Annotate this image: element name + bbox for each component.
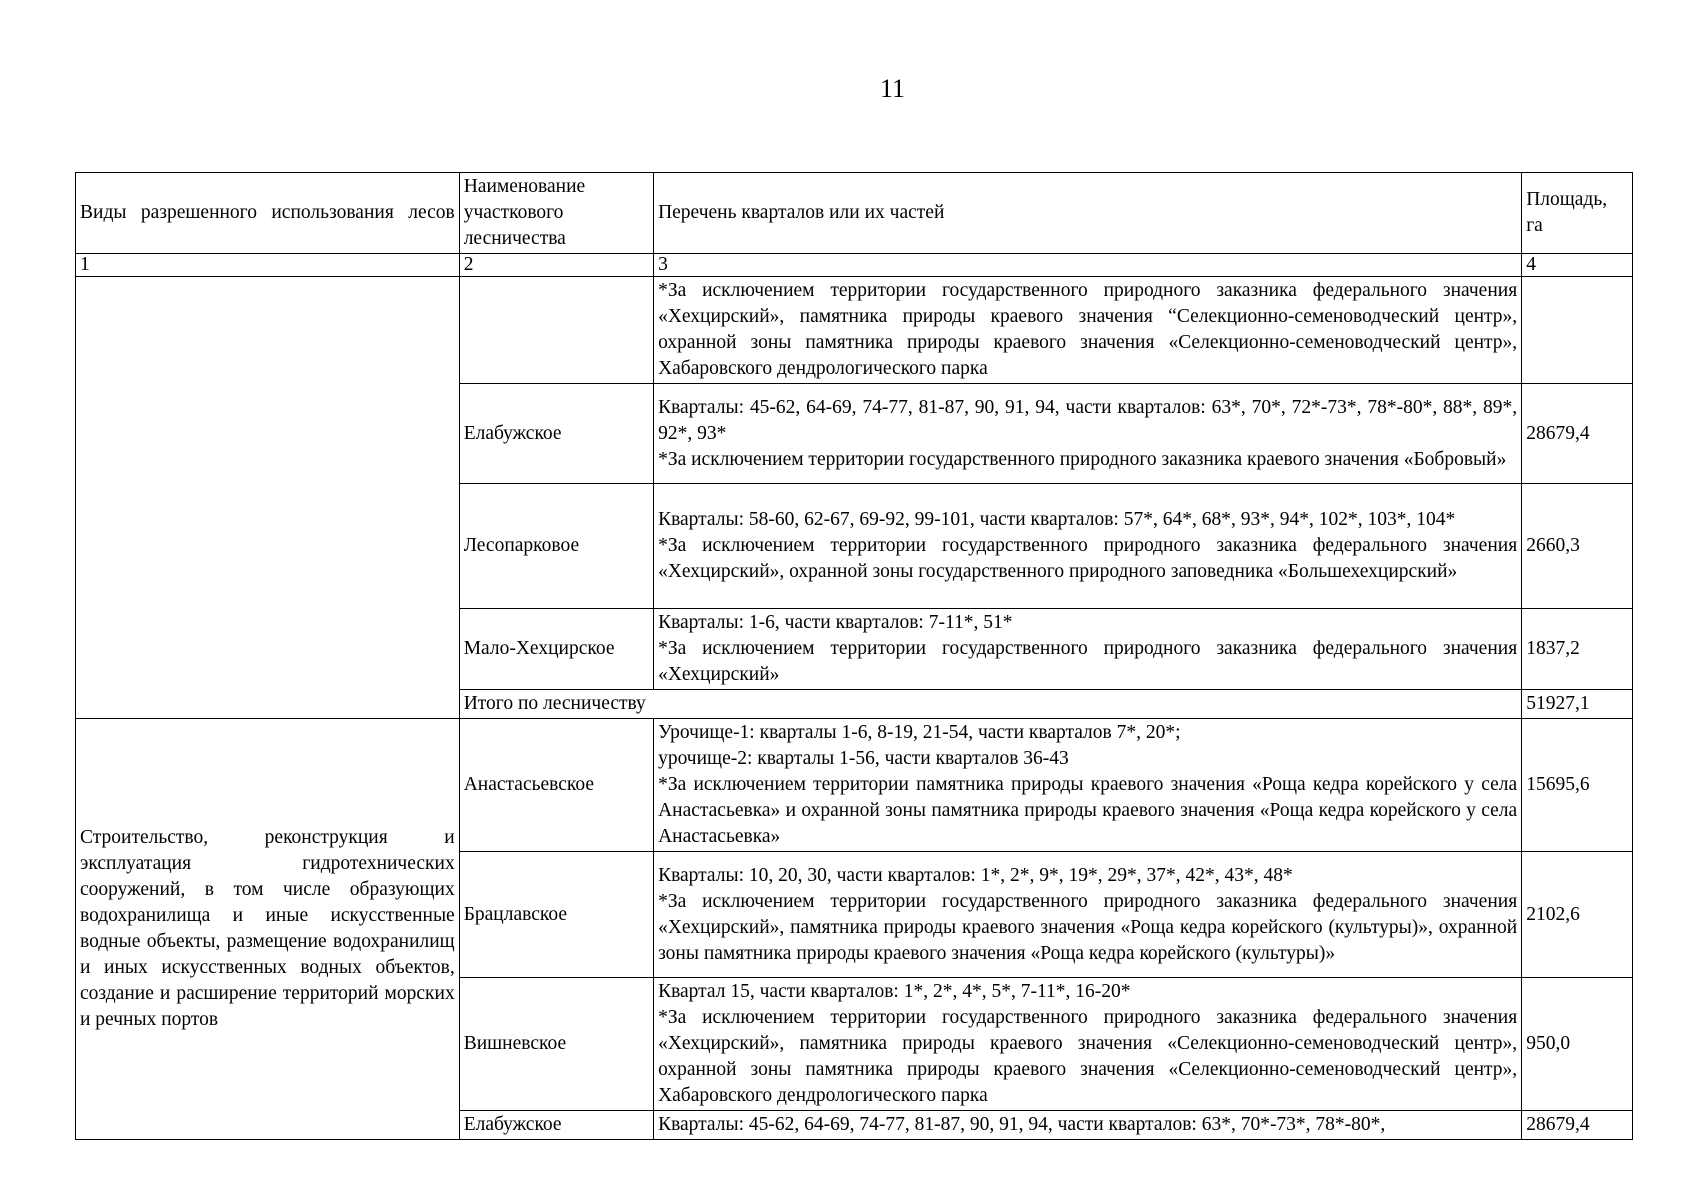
quarters-line: Кварталы: 58-60, 62-67, 69-92, 99-101, части кварталов: 57*, 64*, 68*, 93*, 94*, 102*, 103*, 104*: [658, 509, 1456, 530]
total-area: 51927,1: [1522, 690, 1633, 719]
forestry-name-cell: Елабужское: [459, 1111, 653, 1140]
column-number-1: 1: [76, 254, 460, 277]
table-row: [76, 719, 1633, 852]
quarters-line: Квартал 15, части кварталов: 1*, 2*, 4*, 5*, 7-11*, 16-20*: [658, 981, 1131, 1002]
column-number-4: 4: [1522, 254, 1633, 277]
forestry-name-cell: Анастасьевское: [459, 719, 653, 852]
forestry-name-cell: Елабужское: [459, 384, 653, 484]
column-number-2: 2: [459, 254, 653, 277]
quarters-list-cell: [654, 852, 1522, 978]
header-quarters-list: Перечень кварталов или их частей: [654, 173, 1522, 254]
quarters-line: Кварталы: 1-6, части кварталов: 7-11*, 51*: [658, 612, 1013, 633]
quarters-list-cell: [654, 384, 1522, 484]
quarters-list-cell: [654, 609, 1522, 690]
forestry-name-cell: Лесопарковое: [459, 484, 653, 609]
forestry-name-cell: Брацлавское: [459, 852, 653, 978]
quarters-line: Урочище-1: кварталы 1-6, 8-19, 21-54, части кварталов 7*, 20*;: [658, 722, 1181, 743]
quarters-list-cell: [654, 719, 1522, 852]
forestry-name-cell: Вишневское: [459, 978, 653, 1111]
area-cell: 1837,2: [1522, 609, 1633, 690]
quarters-line: *За исключением территории государственного природного заказника федерального значения «Хехцирский»: [658, 638, 1518, 685]
area-cell: 2660,3: [1522, 484, 1633, 609]
quarters-list-cell: [654, 277, 1522, 384]
forestry-name-cell: Мало-Хехцирское: [459, 609, 653, 690]
quarters-line: Кварталы: 45-62, 64-69, 74-77, 81-87, 90, 91, 94, части кварталов: 63*, 70*-73*, 78*-80*,: [658, 1114, 1386, 1135]
quarters-line: *За исключением территории памятника природы краевого значения «Роща кедра корейского у села Анастасьевка» и охранной зоны памятника природы краевого значения «Роща кедра корейского у села Анастасьевка»: [658, 774, 1518, 847]
header-forestry-name: Наименование участкового лесничества: [459, 173, 653, 254]
quarters-line: *За исключением территории государственного природного заказника федерального значения «Хехцирский», памятника природы краевого значения «Роща кедра корейского (культуры)», охранной зоны памятника природы краевого значения «Роща кедра корейского (культуры)»: [658, 890, 1518, 964]
total-label: Итого по лесничеству: [459, 690, 1521, 719]
quarters-line: урочище-2: кварталы 1-56, части кварталов 36-43: [658, 748, 1069, 769]
area-cell: 2102,6: [1522, 852, 1633, 978]
quarters-line: *За исключением территории государственного природного заказника федерального значения «Хехцирский», памятника природы краевого значения «Селекционно-семеноводческий центр», охранной зоны памятника природы краевого значения «Селекционно-семеноводческий центр», Хабаровского дендрологического парка: [658, 1007, 1518, 1106]
header-usage-types: Виды разрешенного использования лесов: [76, 173, 460, 254]
table-header-row: [76, 173, 1633, 254]
page-number: 11: [879, 74, 906, 103]
quarters-line: *За исключением территории государственного природного заказника краевого значения «Бобровый»: [658, 448, 1507, 470]
table-row: [76, 277, 1633, 384]
area-cell: 28679,4: [1522, 1111, 1633, 1140]
quarters-line: Кварталы: 45-62, 64-69, 74-77, 81-87, 90, 91, 94, части кварталов: 63*, 70*, 72*-73*, 78*-80*, 88*, 89*, 92*, 93*: [658, 396, 1518, 444]
column-number-3: 3: [654, 254, 1522, 277]
forestry-name-cell: [459, 277, 653, 384]
forest-use-table: [75, 172, 1633, 1140]
header-area: Площадь, га: [1522, 173, 1633, 254]
quarters-list-cell: [654, 484, 1522, 609]
area-cell: 15695,6: [1522, 719, 1633, 852]
column-number-row: [76, 254, 1633, 277]
quarters-line: *За исключением территории государственного природного заказника федерального значения «Хехцирский», охранной зоны государственного природного заповедника «Большехехцирский»: [658, 535, 1518, 582]
quarters-list-cell: [654, 978, 1522, 1111]
usage-type-cell: Строительство, реконструкция и эксплуатация гидротехнических сооружений, в том числе образующих водохранилища и иные искусственные водные объекты, размещение водохранилищ и иных искусственных водных объектов, создание и расширение территорий морских и речных портов: [76, 719, 460, 1140]
quarters-line: Кварталы: 10, 20, 30, части кварталов: 1*, 2*, 9*, 19*, 29*, 37*, 42*, 43*, 48*: [658, 864, 1293, 886]
quarters-line: *За исключением территории государственного природного заказника федерального значения «Хехцирский», памятника природы краевого значения “Селекционно-семеноводческий центр», охранной зоны памятника природы краевого значения «Селекционно-семеноводческий центр», Хабаровского дендрологического парка: [658, 280, 1518, 379]
area-cell: 28679,4: [1522, 384, 1633, 484]
area-cell: [1522, 277, 1633, 384]
area-cell: 950,0: [1522, 978, 1633, 1111]
quarters-list-cell: [654, 1111, 1522, 1140]
usage-type-cell: [76, 277, 460, 719]
